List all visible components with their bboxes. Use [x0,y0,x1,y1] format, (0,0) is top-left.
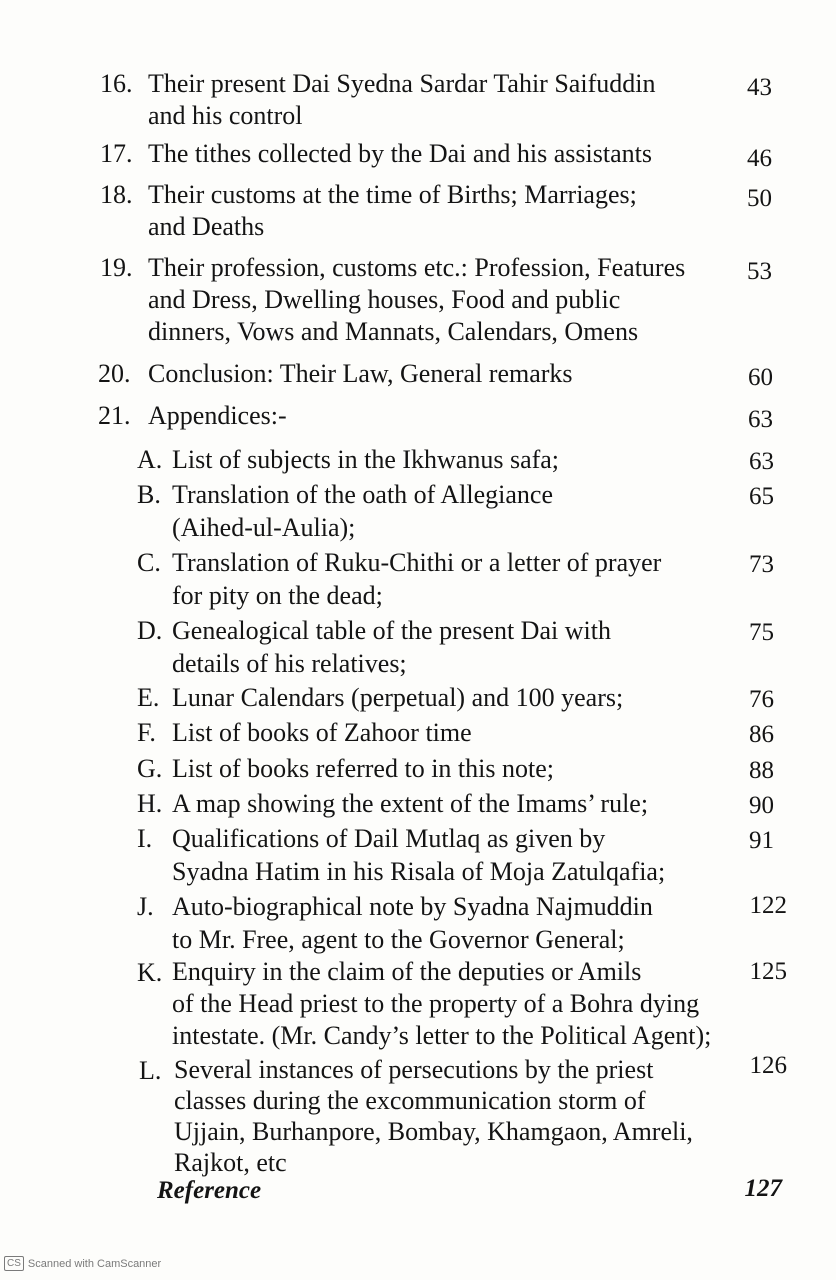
entry-number: 20. [98,359,131,388]
page-number: 63 [748,406,773,433]
appendix-letter: L. [139,1056,162,1085]
appendix-letter: E. [137,683,160,712]
page-number: 43 [747,74,772,101]
appendix-text-line: to Mr. Free, agent to the Governor General; [172,925,625,954]
appendix-text-line: A map showing the extent of the Imams’ rule; [172,789,649,818]
entry-number: 21. [98,401,131,430]
entry-text-line: and his control [148,101,303,130]
page-number: 91 [749,827,774,854]
appendix-letter: H. [137,789,163,818]
entry-text-line: and Dress, Dwelling houses, Food and public [148,285,621,314]
appendix-letter: G. [137,754,163,783]
entry-text-line: and Deaths [148,212,265,241]
appendix-letter: C. [137,548,161,577]
appendix-text-line: Lunar Calendars (perpetual) and 100 years; [172,683,624,712]
appendix-text-line: classes during the excommunication storm of [174,1086,646,1115]
appendix-text-line: Auto-biographical note by Syadna Najmuddin [172,892,653,921]
appendix-letter: A. [137,445,163,474]
scanner-text: Scanned with CamScanner [27,1257,162,1270]
page-number: 125 [749,958,787,985]
scanner-watermark [4,1256,161,1271]
page-number: 60 [748,364,773,391]
appendix-text-line: List of books of Zahoor time [172,718,472,747]
entry-number: 18. [100,180,133,209]
entry-text-line: Their customs at the time of Births; Marriages; [148,180,637,209]
appendix-letter: J. [137,892,154,921]
appendix-text-line: Ujjain, Burhanpore, Bombay, Khamgaon, Amreli, [174,1117,693,1146]
page-number: 90 [749,792,774,819]
page-number: 73 [749,551,774,578]
page-number: 50 [747,185,772,212]
appendix-text-line: List of books referred to in this note; [172,754,554,783]
entry-number: 17. [100,139,133,168]
appendix-text-line: of the Head priest to the property of a Bohra dying [172,989,700,1018]
entry-text-line: dinners, Vows and Mannats, Calendars, Omens [148,317,639,346]
appendix-letter: F. [137,718,156,747]
appendix-text-line: Enquiry in the claim of the deputies or Amils [172,957,642,986]
entry-text-line: Appendices:- [148,401,287,430]
appendix-text-line: for pity on the dead; [172,581,383,610]
page-number: 75 [749,619,774,646]
appendix-text-line: (Aihed-ul-Aulia); [172,513,356,542]
page-number: 88 [749,757,774,784]
page-number: 76 [749,686,774,713]
appendix-text-line: Qualifications of Dail Mutlaq as given by [172,824,606,853]
appendix-text-line: Translation of the oath of Allegiance [172,480,554,509]
entry-text-line: Their present Dai Syedna Sardar Tahir Saifuddin [148,69,656,98]
page-number: 53 [747,258,772,285]
reference-label: Reference [157,1177,262,1204]
page-number: 122 [749,892,787,919]
entry-text-line: Conclusion: Their Law, General remarks [148,359,573,388]
appendix-text-line: Several instances of persecutions by the priest [174,1055,654,1084]
appendix-letter: B. [137,480,161,509]
appendix-text-line: Rajkot, etc [174,1148,287,1177]
appendix-letter: D. [137,616,163,645]
appendix-text-line: intestate. (Mr. Candy’s letter to the Political Agent); [172,1021,712,1050]
reference-page-number: 127 [744,1175,782,1202]
appendix-letter: I. [137,824,153,853]
entry-number: 19. [100,253,133,282]
appendix-text-line: Syadna Hatim in his Risala of Moja Zatulqafia; [172,857,666,886]
appendix-text-line: details of his relatives; [172,649,407,678]
appendix-letter: K. [137,958,163,987]
page-number: 126 [749,1052,787,1079]
page-number: 63 [749,448,774,475]
camscanner-logo-icon: CS [4,1256,24,1271]
page-number: 86 [749,721,774,748]
appendix-text-line: Genealogical table of the present Dai with [172,616,611,645]
page-number: 46 [747,145,772,172]
appendix-text-line: Translation of Ruku-Chithi or a letter of prayer [172,548,662,577]
entry-text-line: Their profession, customs etc.: Profession, Features [148,253,686,282]
entry-text-line: The tithes collected by the Dai and his assistants [148,139,652,168]
page-number: 65 [749,483,774,510]
appendix-text-line: List of subjects in the Ikhwanus safa; [172,445,560,474]
entry-number: 16. [100,69,133,98]
